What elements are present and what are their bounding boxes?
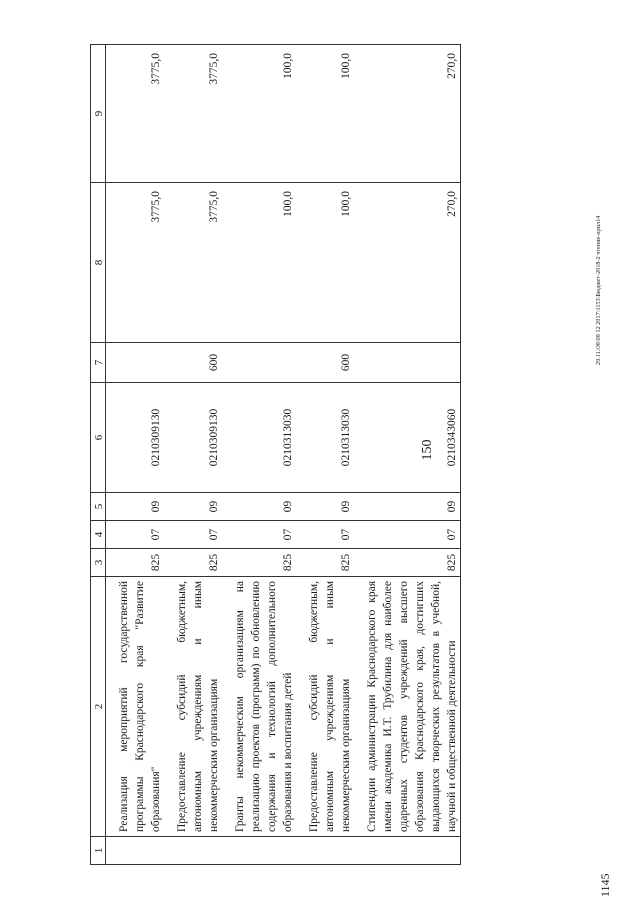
ministry-code-cell: 825 bbox=[164, 549, 222, 577]
section-code-cell: 07 bbox=[106, 521, 165, 549]
table-row bbox=[106, 45, 165, 865]
amount-cell: 100,0 bbox=[296, 183, 354, 343]
amount-cell: 3775,0 bbox=[164, 183, 222, 343]
section-code-cell: 07 bbox=[354, 521, 461, 549]
column-header: 6 bbox=[91, 383, 106, 493]
amount-cell: 270,0 bbox=[354, 45, 461, 183]
sheet-number: 1145 bbox=[598, 873, 612, 897]
table-row bbox=[222, 45, 296, 865]
section-code-cell: 07 bbox=[164, 521, 222, 549]
amount-cell: 3775,0 bbox=[106, 45, 165, 183]
description-cell: Гранты некоммерческим организациям на реализацию проектов (программ) по обновлению содержания и технологий дополнительного образования и воспитания детей bbox=[222, 577, 296, 837]
target-code-cell: 0210309130 bbox=[164, 383, 222, 493]
ministry-code-cell: 825 bbox=[354, 549, 461, 577]
column-header: 8 bbox=[91, 183, 106, 343]
column-header: 7 bbox=[91, 343, 106, 383]
column-header: 9 bbox=[91, 45, 106, 183]
budget-table bbox=[90, 44, 461, 865]
amount-cell: 100,0 bbox=[222, 183, 296, 343]
expense-kind-cell bbox=[222, 343, 296, 383]
target-code-cell: 0210309130 bbox=[106, 383, 165, 493]
subsection-code-cell: 09 bbox=[164, 493, 222, 521]
target-code-cell: 0210313030 bbox=[296, 383, 354, 493]
column-header: 5 bbox=[91, 493, 106, 521]
section-code-cell: 07 bbox=[296, 521, 354, 549]
description-cell: Стипендии администрации Краснодарского края имени академика И.Т. Трубилина для наиболее одаренных студентов учреждений высшего образования Краснодарского края, достигших выдающихся творческих результатов в учебной, научной и общественной деятельности bbox=[354, 577, 461, 837]
subsection-code-cell: 09 bbox=[296, 493, 354, 521]
expense-kind-cell: 600 bbox=[296, 343, 354, 383]
section-code-cell: 07 bbox=[222, 521, 296, 549]
row-index-cell bbox=[354, 837, 461, 865]
subsection-code-cell: 09 bbox=[106, 493, 165, 521]
amount-cell: 100,0 bbox=[296, 45, 354, 183]
table-row bbox=[296, 45, 354, 865]
target-code-cell: 0210313030 bbox=[222, 383, 296, 493]
description-cell: Предоставление субсидий бюджетным, автономным учреждениям и иным некоммерческим организациям bbox=[296, 577, 354, 837]
table-row bbox=[164, 45, 222, 865]
expense-kind-cell bbox=[106, 343, 165, 383]
row-index-cell bbox=[164, 837, 222, 865]
table-header-row bbox=[91, 45, 106, 865]
ministry-code-cell: 825 bbox=[106, 549, 165, 577]
row-index-cell bbox=[296, 837, 354, 865]
amount-cell: 100,0 bbox=[222, 45, 296, 183]
row-index-cell bbox=[106, 837, 165, 865]
column-header: 3 bbox=[91, 549, 106, 577]
description-cell: Реализация мероприятий государственной программы Краснодарского края "Развитие образования" bbox=[106, 577, 165, 837]
subsection-code-cell: 09 bbox=[354, 493, 461, 521]
description-cell: Предоставление субсидий бюджетным, автономным учреждениям и иным некоммерческим организациям bbox=[164, 577, 222, 837]
row-index-cell bbox=[222, 837, 296, 865]
page-number: 150 bbox=[420, 439, 435, 461]
document-file-code: 29.11.О8\08 12 2017\1153\Бюджет-2018-2 чтение-прил14 bbox=[596, 215, 602, 365]
column-header: 1 bbox=[91, 837, 106, 865]
target-code-cell: 0210343060 bbox=[354, 383, 461, 493]
column-header: 4 bbox=[91, 521, 106, 549]
expense-kind-cell: 600 bbox=[164, 343, 222, 383]
amount-cell: 3775,0 bbox=[106, 183, 165, 343]
amount-cell: 3775,0 bbox=[164, 45, 222, 183]
expense-kind-cell bbox=[354, 343, 461, 383]
amount-cell: 270,0 bbox=[354, 183, 461, 343]
column-header: 2 bbox=[91, 577, 106, 837]
ministry-code-cell: 825 bbox=[222, 549, 296, 577]
subsection-code-cell: 09 bbox=[222, 493, 296, 521]
table-row bbox=[354, 45, 461, 865]
ministry-code-cell: 825 bbox=[296, 549, 354, 577]
